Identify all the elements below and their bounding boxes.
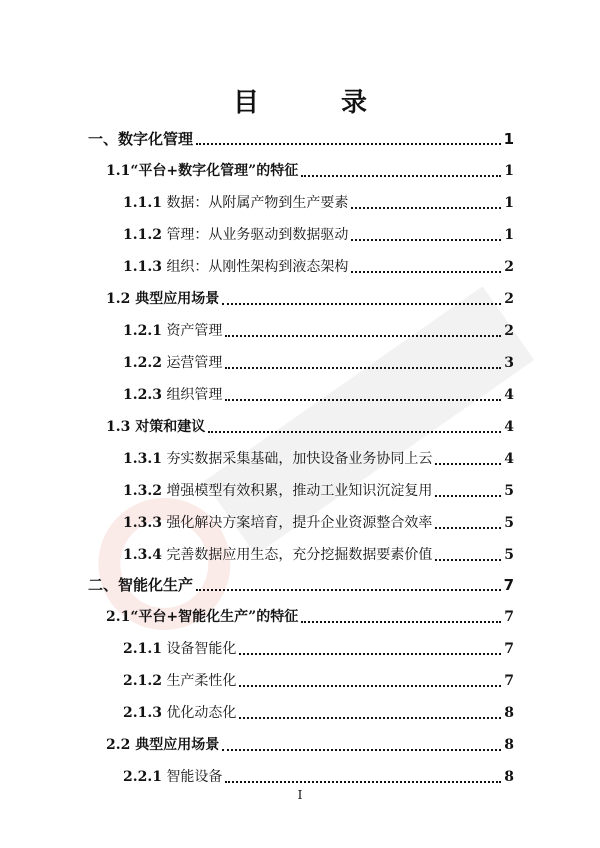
toc-entry-number: 1.3.4 — [123, 547, 162, 563]
dot-leader — [435, 494, 501, 497]
toc-entry-number: 2.1.3 — [123, 705, 162, 721]
toc-entry-text: 资产管理 — [166, 323, 223, 339]
dot-leader — [301, 620, 501, 623]
toc-entry-label — [123, 258, 348, 276]
dot-leader — [225, 780, 501, 783]
toc-entry-label — [123, 226, 348, 244]
toc-page-number: 7 — [503, 576, 514, 594]
dot-leader — [351, 206, 501, 209]
toc-entry-number: 1.1.1 — [123, 195, 162, 211]
toc-page-number: 4 — [504, 451, 514, 467]
toc-entry-label — [123, 322, 222, 340]
toc-entry-number: 1.2.3 — [123, 387, 162, 403]
toc-entry-label: 1.3 对策和建议 — [106, 419, 206, 435]
toc-entry-label — [123, 514, 432, 532]
dot-leader — [222, 748, 501, 751]
toc-entry-text: 组织管理 — [166, 387, 223, 403]
toc-page-number: 1 — [504, 163, 514, 179]
toc-entry-number: 1.3.2 — [123, 483, 162, 499]
page-title: 目 录 — [232, 88, 395, 118]
toc-page-number: 7 — [504, 609, 514, 625]
toc-entry[interactable] — [106, 600, 514, 626]
toc-entry-text: 强化解决方案培育，提升企业资源整合效率 — [166, 515, 433, 531]
toc-entry[interactable] — [123, 218, 514, 244]
toc-entry[interactable] — [123, 760, 514, 786]
toc-entry[interactable] — [123, 632, 514, 658]
toc-entry[interactable] — [123, 474, 514, 500]
toc-entry-number: 2.1.1 — [123, 641, 162, 657]
dot-leader — [196, 588, 501, 591]
toc-page-number: 2 — [504, 259, 514, 275]
toc-entry[interactable] — [88, 568, 514, 594]
toc-entry-number: 1.2.1 — [123, 323, 162, 339]
toc-entry-label — [123, 194, 348, 212]
toc-entry[interactable] — [123, 664, 514, 690]
toc-entry[interactable] — [123, 538, 514, 564]
toc-page-number: 7 — [504, 673, 514, 689]
toc-entry-label — [123, 640, 236, 658]
toc-page-number: 2 — [504, 291, 514, 307]
toc-entry-number: 1.1.2 — [123, 227, 162, 243]
toc-entry-number: 2.2.1 — [123, 769, 162, 785]
toc-entry-label — [123, 482, 432, 500]
toc-entry-label — [123, 354, 222, 372]
toc-page-number: 8 — [504, 769, 514, 785]
toc-entry-label: 2.2 典型应用场景 — [106, 737, 220, 753]
toc-entry-label: 1.1“平台+数字化管理”的特征 — [106, 163, 299, 179]
toc-entry[interactable] — [106, 728, 514, 754]
toc-entry[interactable] — [123, 346, 514, 372]
toc-page-number: 5 — [504, 515, 514, 531]
toc-entry[interactable] — [106, 154, 514, 180]
dot-leader — [196, 142, 501, 145]
toc-entry-label: 二、智能化生产 — [88, 576, 194, 594]
toc-entry-text: 增强模型有效积累，推动工业知识沉淀复用 — [166, 483, 433, 499]
toc-entry-label — [123, 704, 236, 722]
dot-leader — [435, 462, 501, 465]
dot-leader — [225, 334, 501, 337]
toc-page-number: 8 — [504, 705, 514, 721]
toc-entry-label — [123, 672, 236, 690]
toc-page-number: 1 — [503, 130, 514, 148]
dot-leader — [222, 302, 501, 305]
toc-entry[interactable] — [123, 506, 514, 532]
toc-entry-label — [123, 768, 222, 786]
toc-entry-text: 管理：从业务驱动到数据驱动 — [166, 227, 349, 243]
toc-entry-text: 设备智能化 — [166, 641, 237, 657]
toc-page-number: 7 — [504, 641, 514, 657]
toc-entry-text: 智能设备 — [166, 769, 223, 785]
toc-entry-text: 夯实数据采集基础，加快设备业务协同上云 — [166, 451, 433, 467]
dot-leader — [435, 558, 501, 561]
toc-entry[interactable] — [88, 122, 514, 148]
dot-leader — [239, 652, 501, 655]
dot-leader — [301, 174, 501, 177]
toc-page-number: 2 — [504, 323, 514, 339]
toc-entry[interactable] — [123, 696, 514, 722]
toc-entry-label: 一、数字化管理 — [88, 130, 194, 148]
toc-page-number: 4 — [504, 387, 514, 403]
toc-entry[interactable] — [123, 250, 514, 276]
toc-entry[interactable] — [106, 410, 514, 436]
toc-entry-text: 生产柔性化 — [166, 673, 237, 689]
toc-page-number: 3 — [504, 355, 514, 371]
toc-entry-text: 数据：从附属产物到生产要素 — [166, 195, 349, 211]
toc-page-number: 1 — [504, 195, 514, 211]
toc-entry-number: 1.3.1 — [123, 451, 162, 467]
toc-entry[interactable] — [106, 282, 514, 308]
toc-entry[interactable] — [123, 442, 514, 468]
dot-leader — [208, 430, 501, 433]
toc-entry-label — [123, 450, 432, 468]
toc-entry[interactable] — [123, 378, 514, 404]
toc-entry-text: 运营管理 — [166, 355, 223, 371]
dot-leader — [239, 684, 501, 687]
toc-page-number: 8 — [504, 737, 514, 753]
dot-leader — [435, 526, 501, 529]
toc-entry-text: 优化动态化 — [166, 705, 237, 721]
toc-entry-number: 1.2.2 — [123, 355, 162, 371]
toc-entry-label: 1.2 典型应用场景 — [106, 291, 220, 307]
toc-entry-number: 1.3.3 — [123, 515, 162, 531]
toc-entry-number: 2.1.2 — [123, 673, 162, 689]
page-footer-number: I — [297, 788, 303, 802]
toc-entry-number: 1.1.3 — [123, 259, 162, 275]
toc-entry-text: 组织：从刚性架构到液态架构 — [166, 259, 349, 275]
toc-entry-text: 完善数据应用生态，充分挖掘数据要素价值 — [166, 547, 433, 563]
toc-entry-label: 2.1“平台+智能化生产”的特征 — [106, 609, 299, 625]
dot-leader — [351, 270, 501, 273]
toc-page-number: 1 — [504, 227, 514, 243]
toc-entry-label — [123, 386, 222, 404]
toc-entry[interactable] — [123, 314, 514, 340]
dot-leader — [239, 716, 501, 719]
toc-page-number: 4 — [504, 419, 514, 435]
dot-leader — [351, 238, 501, 241]
toc-page-number: 5 — [504, 483, 514, 499]
toc-entry[interactable] — [123, 186, 514, 212]
dot-leader — [225, 366, 501, 369]
toc-page-number: 5 — [504, 547, 514, 563]
dot-leader — [225, 398, 501, 401]
toc-entry-label — [123, 546, 432, 564]
